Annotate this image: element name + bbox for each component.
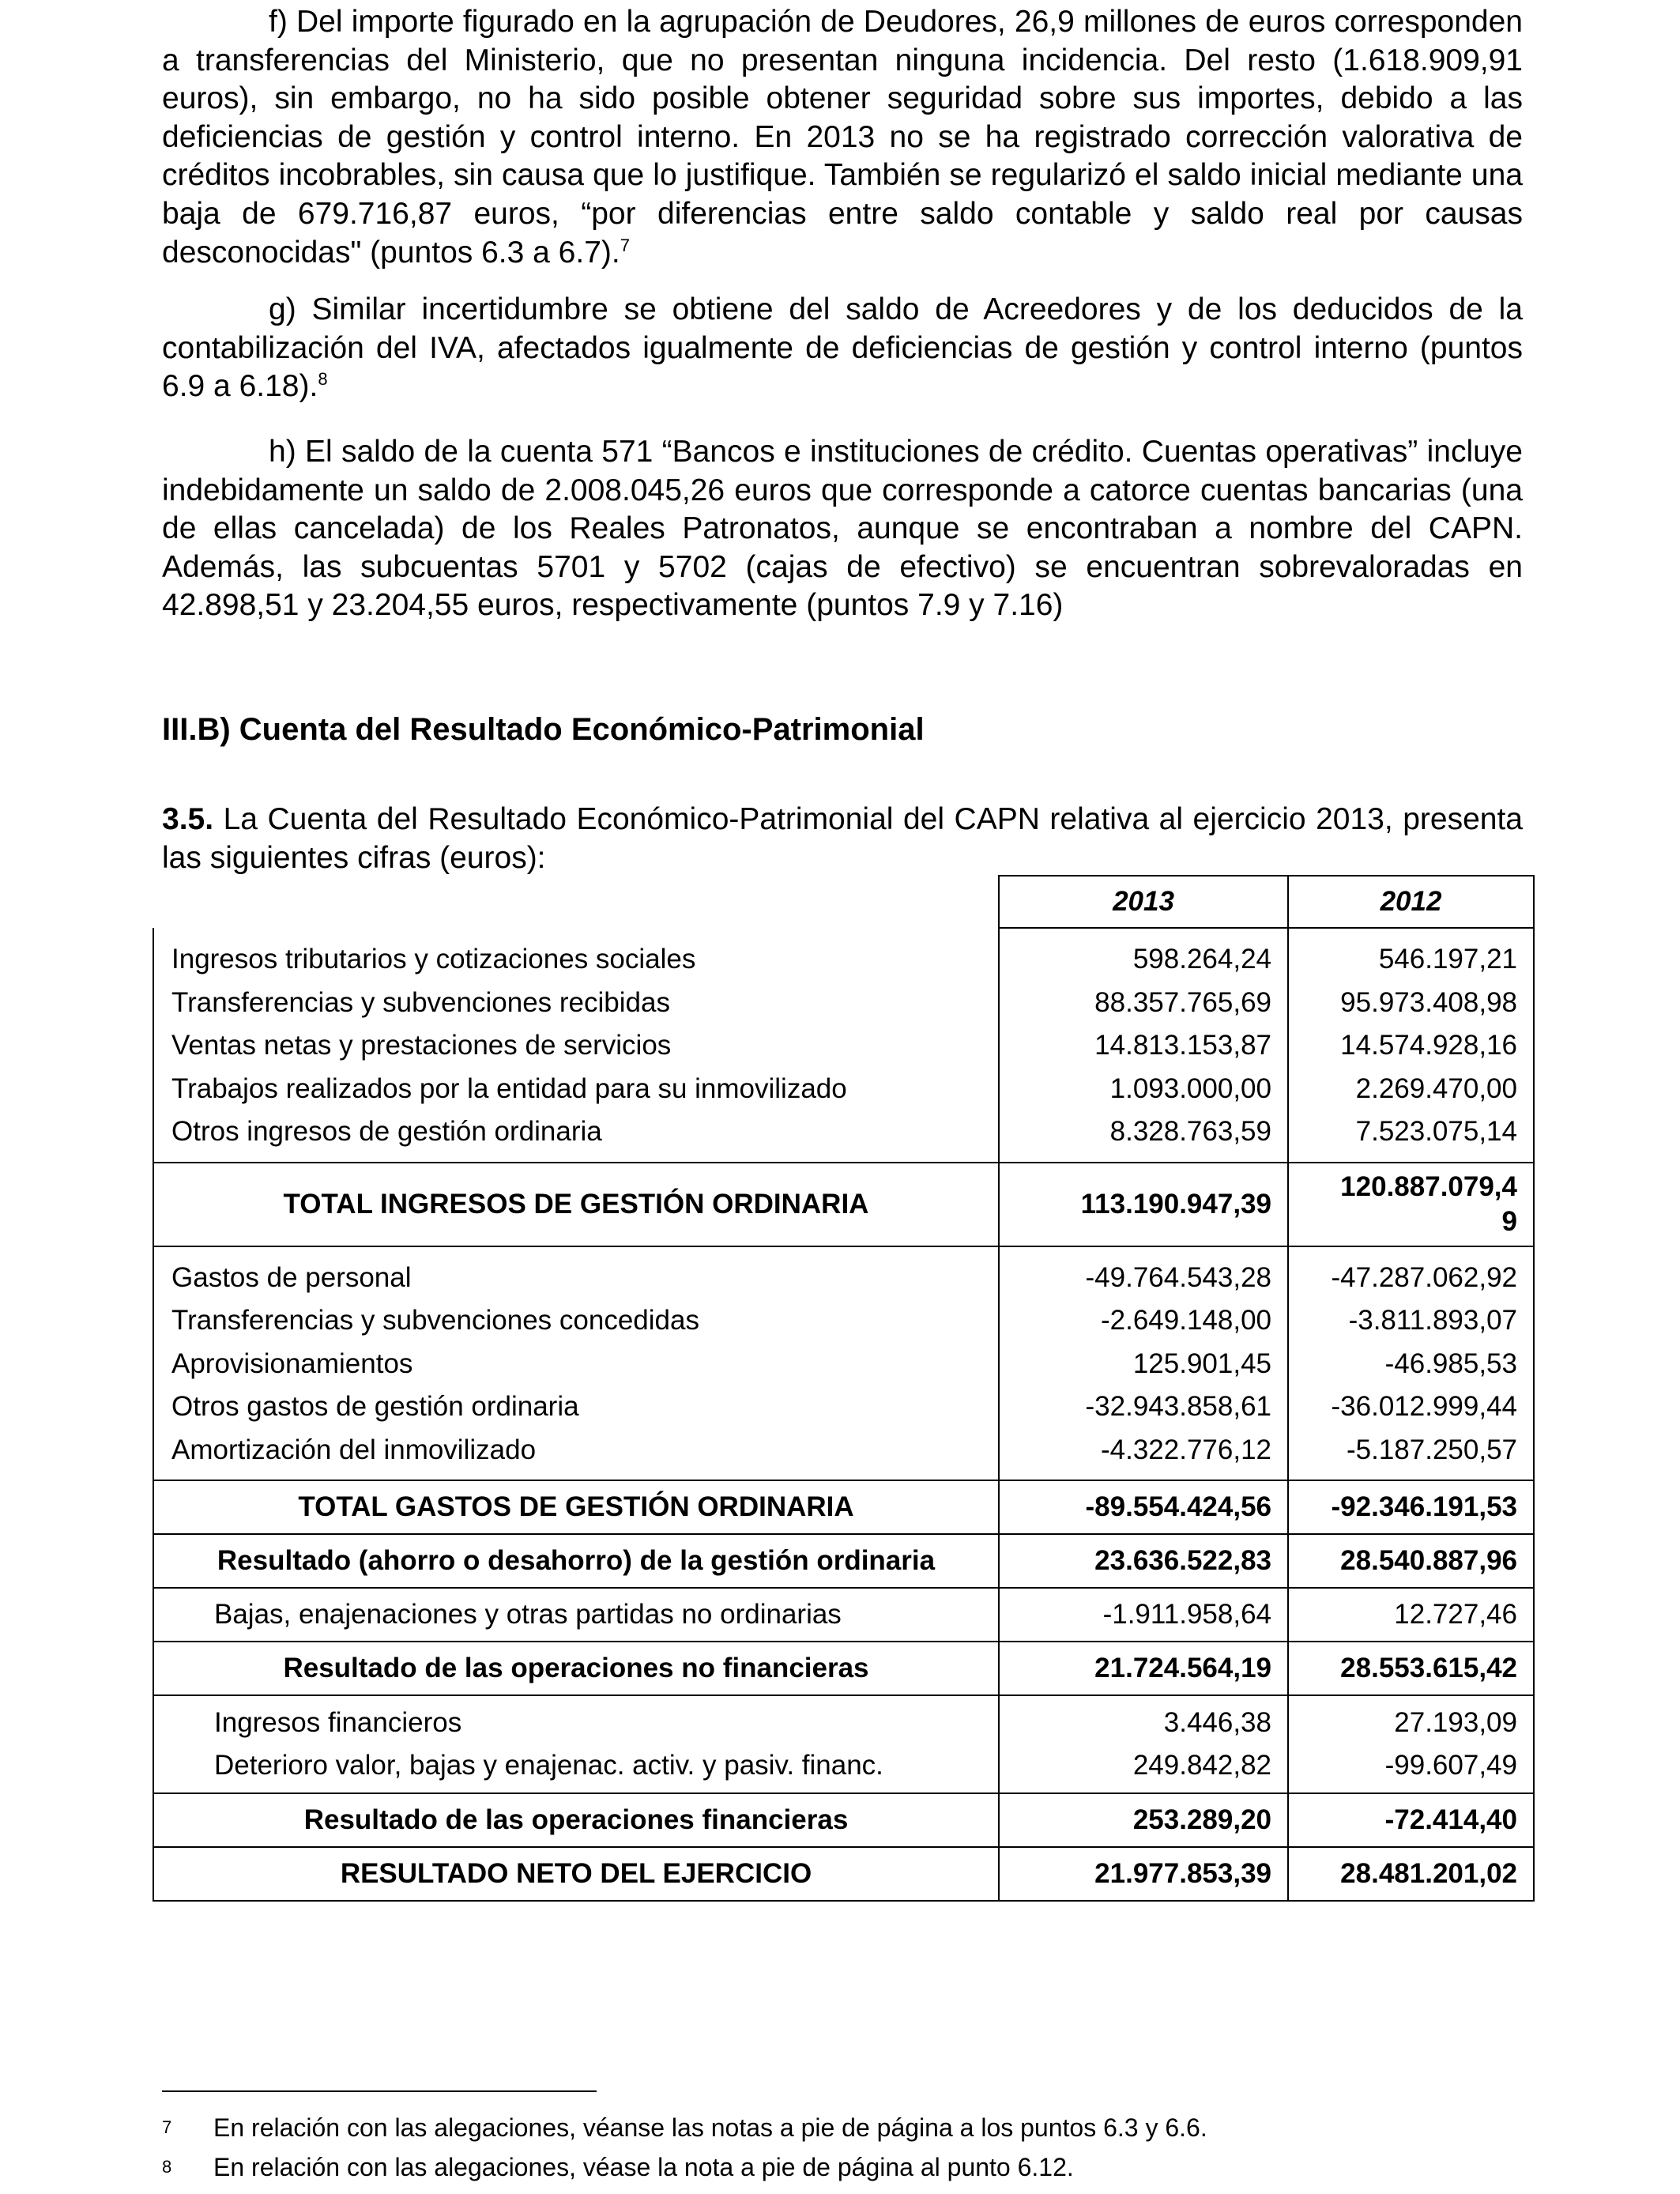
table-row: Aprovisionamientos 125.901,45 -46.985,53 <box>153 1343 1534 1386</box>
paragraph-3-5: 3.5. La Cuenta del Resultado Económico-Patrimonial del CAPN relativa al ejercicio 2013, presenta las siguientes cifras (euros): <box>162 802 1523 875</box>
table-row: Ingresos tributarios y cotizaciones sociales 598.264,24 546.197,21 <box>153 928 1534 982</box>
paragraph-number: 3.5. <box>162 802 214 836</box>
resultado-gestion-row: Resultado (ahorro o desahorro) de la gestión ordinaria 23.636.522,83 28.540.887,96 <box>153 1534 1534 1588</box>
financieros-row: Ingresos financieros Deterioro valor, bajas y enajenac. activ. y pasiv. financ. 3.446,38 249.842,82 27.193,09 -99.607,49 <box>153 1695 1534 1793</box>
resultado-neto-row: RESULTADO NETO DEL EJERCICIO 21.977.853,39 28.481.201,02 <box>153 1847 1534 1901</box>
column-header-2012: 2012 <box>1288 876 1534 928</box>
table-row: Trabajos realizados por la entidad para su inmovilizado 1.093.000,00 2.269.470,00 <box>153 1068 1534 1111</box>
table-row: Otros ingresos de gestión ordinaria 8.328.763,59 7.523.075,14 <box>153 1110 1534 1163</box>
paragraph-g: g) Similar incertidumbre se obtiene del saldo de Acreedores y de los deducidos de la contabilización del IVA, afectados igualmente de deficiencias de gestión y control interno (puntos 6.9 a 6.18).$^8$ <box>162 292 1523 404</box>
table-row: Gastos de personal -49.764.543,28 -47.287.062,92 <box>153 1246 1534 1300</box>
total-gastos-row: TOTAL GASTOS DE GESTIÓN ORDINARIA -89.554.424,56 -92.346.191,53 <box>153 1480 1534 1534</box>
table-row: Amortización del inmovilizado -4.322.776,12 -5.187.250,57 <box>153 1429 1534 1481</box>
column-header-2013: 2013 <box>999 876 1288 928</box>
table-row: Transferencias y subvenciones recibidas 88.357.765,69 95.973.408,98 <box>153 982 1534 1025</box>
bajas-row: Bajas, enajenaciones y otras partidas no ordinarias -1.911.958,64 12.727,46 <box>153 1588 1534 1642</box>
section-heading: III.B) Cuenta del Resultado Económico-Patrimonial <box>162 712 925 747</box>
footnote-7: 7 En relación con las alegaciones, véanse las notas a pie de página a los puntos 6.3 y 6.6. <box>162 2113 1207 2142</box>
result-table <box>153 875 1535 1902</box>
table-row: Otros gastos de gestión ordinaria -32.943.858,61 -36.012.999,44 <box>153 1385 1534 1429</box>
table-row: Ventas netas y prestaciones de servicios 14.813.153,87 14.574.928,16 <box>153 1024 1534 1068</box>
table-row: Transferencias y subvenciones concedidas -2.649.148,00 -3.811.893,07 <box>153 1299 1534 1343</box>
footnote-8: 8 En relación con las alegaciones, véase la nota a pie de página al punto 6.12. <box>162 2153 1074 2181</box>
total-ingresos-row: TOTAL INGRESOS DE GESTIÓN ORDINARIA 113.190.947,39 120.887.079,4 9 <box>153 1163 1534 1246</box>
footnote-ref-8: 8 <box>318 369 328 390</box>
footnote-ref-7: 7 <box>620 235 630 255</box>
resultado-financieras-row: Resultado de las operaciones financieras 253.289,20 -72.414,40 <box>153 1793 1534 1847</box>
paragraph-f: f) Del importe figurado en la agrupación de Deudores, 26,9 millones de euros corresponden a transferencias del Ministerio, que no presentan ninguna incidencia. Del resto (1.618.909,91 euros), sin embargo, no ha sido posible obtener seguridad sobre sus importes, debido a las deficiencias de gestión y control interno. En 2013 no se ha registrado corrección valorativa de créditos incobrables, sin causa que lo justifique. También se regularizó el saldo inicial mediante una baja de 679.716,87 euros, “por diferencias entre saldo contable y saldo real por causas desconocidas" (puntos 6.3 a 6.7).$^7$ <box>162 5 1523 270</box>
paragraph-h: h) El saldo de la cuenta 571 “Bancos e instituciones de crédito. Cuentas operativas” incluye indebidamente un saldo de 2.008.045,26 euros que corresponde a catorce cuentas bancarias (una de ellas cancelada) de los Reales Patronatos, aunque se encontraban a nombre del CAPN. Además, las subcuentas 5701 y 5702 (cajas de efectivo) se encuentran sobrevaloradas en 42.898,51 y 23.204,55 euros, respectivamente (puntos 7.9 y 7.16) <box>162 435 1523 623</box>
resultado-no-financieras-row: Resultado de las operaciones no financieras 21.724.564,19 28.553.615,42 <box>153 1642 1534 1695</box>
footnote-separator <box>162 2090 597 2092</box>
table-header-row <box>153 876 1534 928</box>
